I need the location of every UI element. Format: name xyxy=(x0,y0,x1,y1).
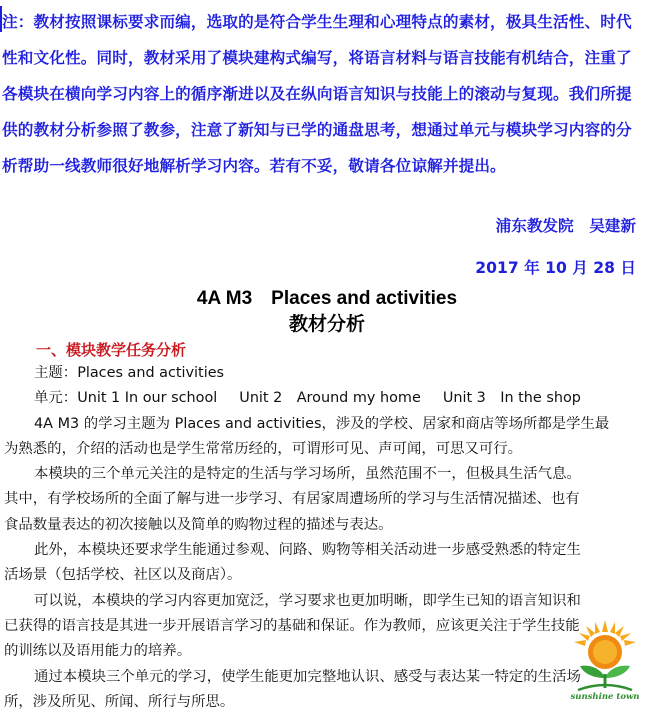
note-line: 供的教材分析参照了教参，注意了新知与已学的通盘思考，想通过单元与模块学习内容的分 xyxy=(2,121,632,139)
document-title: 4A M3 Places and activities xyxy=(196,288,458,309)
section-body xyxy=(4,361,648,715)
paragraph-line: 可以说，本模块的学习内容更加宽泛，学习要求也更加明晰，即学生已知的语言知识和 xyxy=(34,592,581,609)
paragraph-line: 食品数量表达的初次接触以及简单的购物过程的描述与表达。 xyxy=(4,516,393,533)
unit-3: Unit 3 In the shop xyxy=(442,390,581,407)
theme-line xyxy=(4,361,648,386)
note-line: 性和文化性。同时，教材采用了模块建构式编写，将语言材料与语言技能有机结合，注重了 xyxy=(2,49,632,67)
section-heading: 一、模块教学任务分析 xyxy=(36,341,187,359)
unit-1: Unit 1 In our school xyxy=(77,390,218,407)
paragraph-line: 已获得的语言技是其进一步开展语言学习的基础和保证。作为教师，应该更关注于学生技能 xyxy=(4,617,580,634)
paragraph-line: 所，涉及所见、所闻、所行与所思。 xyxy=(4,693,235,710)
document-subtitle: 教材分析 xyxy=(288,313,365,335)
unit-2: Unit 2 Around my home xyxy=(239,390,421,407)
paragraph-line: 本模块的三个单元关注的是特定的生活与学习场所，虽然范围不一，但极具生活气息。 xyxy=(34,466,581,483)
units-label: 单元： xyxy=(34,390,78,407)
note-line: 注：教材按照课标要求而编，选取的是符合学生生理和心理特点的素材，极具生活性、时代 xyxy=(2,13,632,31)
paragraph-line: 的训练以及语用能力的培养。 xyxy=(4,643,192,660)
note-date: 2017 年 10 月 28 日 xyxy=(475,259,636,277)
paragraph-line: 此外，本模块还要求学生能通过参观、问路、购物等相关活动进一步感受熟悉的特定生 xyxy=(34,542,581,559)
paragraph-line: 为熟悉的，介绍的活动也是学生常常历经的，可谓形可见、声可闻，可思又可行。 xyxy=(4,440,523,457)
paragraph-line: 活场景（包括学校、社区以及商店）。 xyxy=(4,567,242,584)
paragraph-line: 4A M3 的学习主题为 Places and activities，涉及的学校、居家和商店等场所都是学生最 xyxy=(34,415,610,432)
sun-sprout-icon xyxy=(562,618,648,694)
logo-text: sunshine town xyxy=(570,692,640,702)
note-line: 各模块在横向学习内容上的循序渐进以及在纵向语言知识与技能上的滚动与复现。我们所提 xyxy=(2,85,632,103)
paragraph-line: 通过本模块三个单元的学习，使学生能更加完整地认识、感受与表达某一特定的生活场 xyxy=(34,668,581,685)
paragraph-line: 其中，有学校场所的全面了解与进一步学习、有居家周遭场所的学习与生活情况描述、也有 xyxy=(4,491,580,508)
theme-label: 主题： xyxy=(34,365,78,381)
units-line xyxy=(4,386,648,411)
note-signature: 浦东教发院 吴建新 xyxy=(495,217,636,235)
theme-value: Places and activities xyxy=(77,365,225,381)
note-line: 析帮助一线教师很好地解析学习内容。若有不妥，敬请各位谅解并提出。 xyxy=(2,157,506,175)
sunshine-town-logo xyxy=(562,618,648,706)
editor-note xyxy=(2,4,650,184)
